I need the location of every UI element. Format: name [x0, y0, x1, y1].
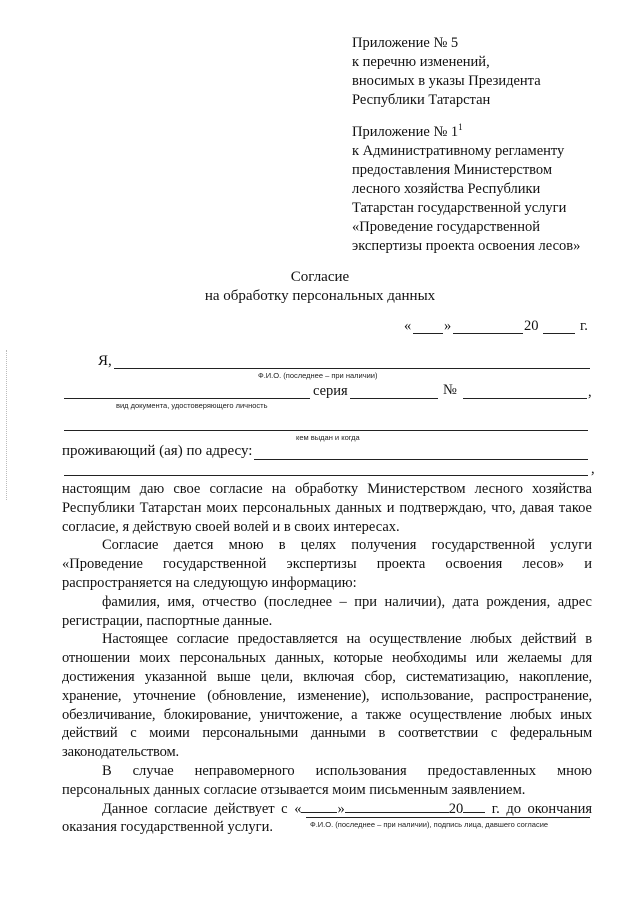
address-field-2[interactable] — [64, 475, 588, 476]
document-title — [0, 268, 640, 306]
validity-prefix: Данное согласие действует с « — [102, 800, 302, 817]
series-label: серия — [313, 383, 348, 399]
ya-label: Я, — [98, 353, 112, 369]
issued-by-caption: кем выдан и когда — [296, 433, 360, 442]
validity-year-prefix: 20 — [448, 800, 464, 817]
appendix-1-title-text: Приложение № 1 — [352, 123, 459, 140]
id-document-caption: вид документа, удостоверяющего личность — [116, 401, 268, 410]
body-paragraph-4: Настоящее согласие предоставляется на осуществление любых действий в отношении моих персональных данных, которые необходимы или желаемы для достижения указанной выше цели, включая сбор, систематизацию, накопление, хранение, уточнение (обновление, изменение), использование, распространение, обезличивание, блокирование, уничтожение, а также осуществление любых иных действий с моими персональными данными в соответствии с федеральным законодательством. — [62, 631, 592, 761]
appendix-5-line: вносимых в указы Президента — [352, 73, 541, 89]
title-line-1: Согласие — [290, 269, 350, 285]
fio-field[interactable] — [114, 368, 590, 369]
date-close-quote: » — [444, 318, 452, 334]
title-line-2: на обработку персональных данных — [204, 288, 436, 304]
appendix-1-line: Татарстан государственной услуги — [352, 199, 567, 216]
validity-month-field[interactable] — [345, 800, 449, 813]
appendix-1-block — [352, 118, 580, 256]
id-document-field[interactable] — [64, 398, 310, 399]
address-label: проживающий (ая) по адресу: — [62, 443, 253, 459]
date-day-field[interactable] — [413, 333, 443, 334]
validity-day-field[interactable] — [301, 800, 337, 813]
signature-caption: Ф.И.О. (последнее – при наличии), подпись лица, давшего согласие — [310, 820, 549, 829]
series-field[interactable] — [350, 398, 438, 399]
comma: , — [588, 384, 592, 400]
appendix-5-title: Приложение № 5 — [352, 35, 459, 51]
body-paragraph-5: В случае неправомерного использования предоставленных мною персональных данных согласие отзывается моим письменным заявлением. — [62, 762, 592, 798]
appendix-5-block — [352, 34, 541, 110]
appendix-1-line: «Проведение государственной — [352, 218, 540, 235]
date-open-quote: « — [404, 318, 412, 334]
address-field[interactable] — [254, 459, 588, 460]
number-field[interactable] — [463, 398, 587, 399]
fio-caption: Ф.И.О. (последнее – при наличии) — [258, 371, 378, 380]
appendix-1-line: лесного хозяйства Республики — [352, 180, 541, 197]
body-paragraph-2: Согласие дается мною в целях получения государственной услуги «Проведение государственной экспертизы проекта освоения лесов» и распространяется на следующую информацию: — [62, 537, 592, 591]
consent-body — [62, 480, 592, 837]
body-paragraph-1: настоящим даю свое согласие на обработку Министерством лесного хозяйства Республики Татарстан моих персональных данных и подтверждаю, что, давая такое согласие, я действую своей волей и в своих интересах. — [62, 481, 592, 535]
appendix-1-superscript: 1 — [458, 122, 463, 132]
date-year-prefix: 20 — [524, 318, 539, 334]
appendix-5-line: к перечню изменений, — [352, 54, 490, 70]
appendix-1-line: предоставления Министерством — [352, 161, 553, 178]
appendix-5-line: Республики Татарстан — [352, 92, 491, 108]
body-paragraph-6 — [62, 800, 592, 838]
comma: , — [591, 461, 595, 477]
issued-by-field[interactable] — [64, 430, 588, 431]
appendix-1-line: к Административному регламенту — [352, 142, 565, 159]
binding-holes — [6, 350, 8, 500]
validity-suffix: г. до окончания оказания государственной услуги. — [62, 800, 593, 836]
signature-field[interactable] — [306, 817, 590, 818]
date-month-field[interactable] — [453, 333, 523, 334]
date-suffix: г. — [580, 318, 588, 334]
date-year-field[interactable] — [543, 333, 575, 334]
validity-quote: » — [337, 800, 345, 817]
body-paragraph-3: фамилия, имя, отчество (последнее – при наличии), дата рождения, адрес регистрации, паспортные данные. — [62, 593, 592, 629]
appendix-1-line: экспертизы проекта освоения лесов» — [352, 237, 581, 254]
validity-year-field[interactable] — [463, 800, 485, 813]
appendix-1-title — [352, 118, 580, 142]
number-label: № — [443, 382, 457, 398]
